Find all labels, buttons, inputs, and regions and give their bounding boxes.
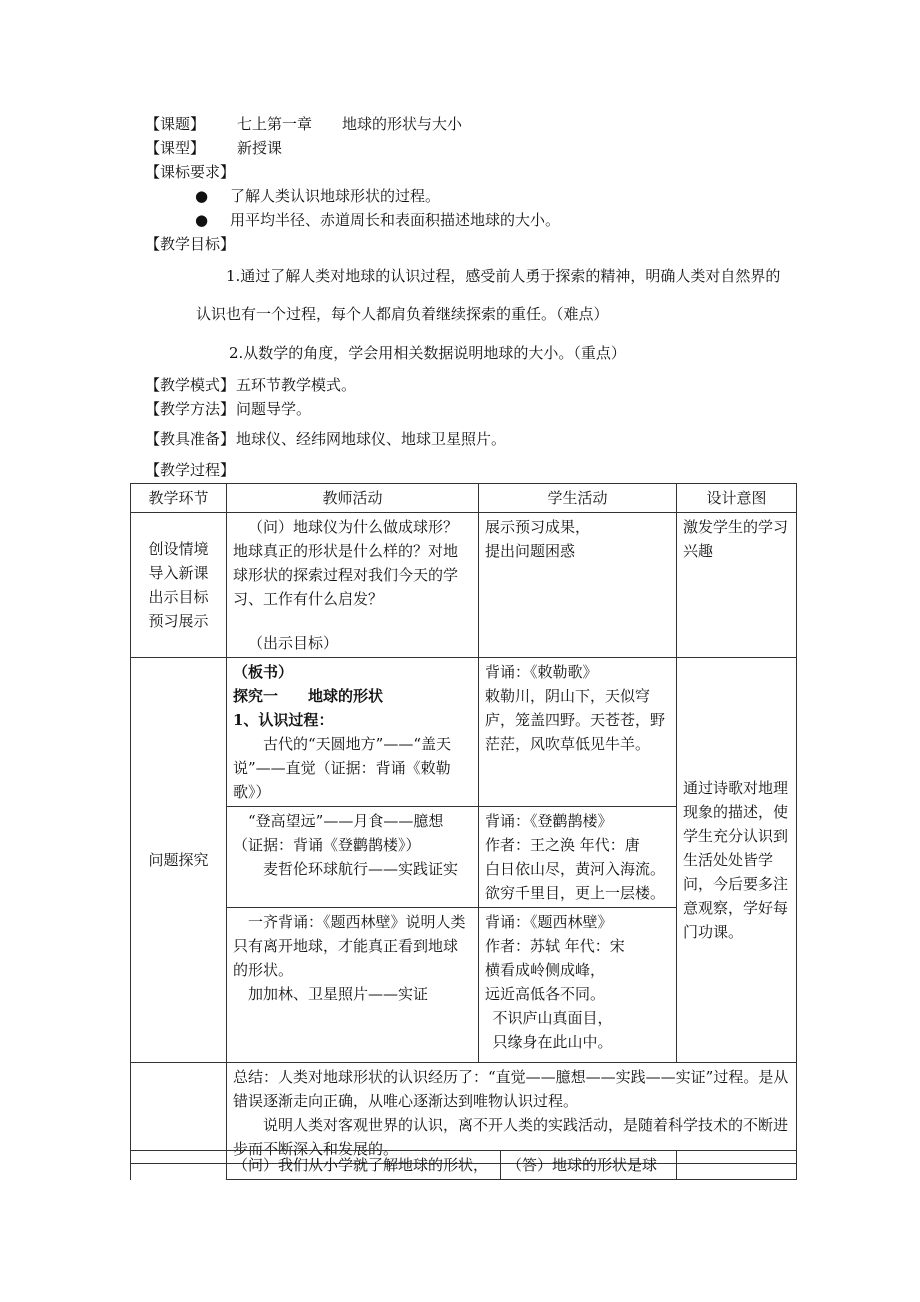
- summary-text: 说明人类对客观世界的认识，离不开人类的实践活动，是随着科学技术的不断进步而不断深入和发展的。: [233, 1116, 789, 1158]
- student-cell: （答）地球的形状是球: [501, 1151, 677, 1180]
- student-text: 欲穷千里目，更上一层楼。: [485, 884, 666, 902]
- summary-text: 总结：人类对地球形状的认识经历了：“直觉——臆想——实践——实证”过程。是从错误逐渐走向正确，从唯心逐渐达到唯物认识过程。: [233, 1068, 789, 1110]
- student-cell: [479, 513, 677, 658]
- teacher-cell: [227, 908, 479, 1063]
- student-text: 敕勒川，阴山下，天似穹庐，笼盖四野。天苍苍，野茫茫，风吹草低见牛羊。: [485, 687, 666, 753]
- goal-1: 1.通过了解人类对地球的认识过程，感受前人勇于探索的精神，明确人类对自然界的认识也有一个过程，每个人都肩负着继续探索的重任。（难点）: [196, 267, 781, 323]
- student-text: 白日依山尽，黄河入海流。: [485, 860, 666, 878]
- tools: 地球仪、经纬网地球仪、地球卫星照片。: [236, 430, 507, 448]
- section-subtitle: 1、认识过程：: [233, 711, 334, 729]
- student-text: 只缘身在此山中。: [492, 1033, 613, 1051]
- intent-cell: 激发学生的学习兴趣: [677, 513, 797, 658]
- tools-label: 【教具准备】: [145, 430, 236, 448]
- student-cell: [479, 807, 677, 908]
- teacher-text: 古代的“天圆地方”——“盖天说”——直觉（证据：背诵《敕勒歌》）: [233, 735, 452, 801]
- standard-label: 【课标要求】: [145, 163, 236, 181]
- type-label: 【课型】: [145, 139, 206, 157]
- stage-line: 预习展示: [148, 612, 209, 630]
- teacher-cell: [227, 513, 479, 658]
- table-header-row: [131, 484, 797, 513]
- bullet-icon: ●: [195, 211, 209, 229]
- teacher-text: （问）地球仪为什么做成球形？地球真正的形状是什么样的？对地球形状的探索过程对我们今天的学习、工作有什么启发？: [233, 518, 459, 608]
- mode-label: 【教学模式】: [145, 376, 236, 394]
- table-row: [131, 1151, 797, 1180]
- student-text: 不识庐山真面目，: [492, 1009, 613, 1027]
- stage-cell: 问题探究: [131, 658, 227, 1063]
- teacher-text: 麦哲伦环球航行——实践证实: [263, 860, 459, 878]
- student-text: 背诵：《敕勒歌》: [485, 663, 598, 681]
- method: 问题导学。: [236, 400, 312, 418]
- teacher-text: （出示目标）: [248, 634, 339, 652]
- student-cell: [479, 658, 677, 807]
- teacher-cell: （问）我们从小学就了解地球的形状，: [227, 1151, 501, 1180]
- topic: 七上第一章 地球的形状与大小: [237, 115, 463, 133]
- stage-cell: [131, 1151, 227, 1180]
- student-text: 作者：苏轼 年代：宋: [485, 937, 625, 955]
- method-label: 【教学方法】: [145, 400, 236, 418]
- standard-1: 了解人类认识地球形状的过程。: [230, 187, 441, 205]
- header-student: 学生活动: [479, 484, 677, 513]
- table-row: [131, 513, 797, 658]
- teacher-text: “登高望远”——月食——臆想（证据：背诵《登鹳鹊楼》）: [233, 812, 444, 854]
- teacher-cell: [227, 807, 479, 908]
- bullet-icon: ●: [195, 187, 209, 205]
- student-text: 远近高低各不同。: [485, 985, 606, 1003]
- student-text: 横看成岭侧成峰，: [485, 961, 606, 979]
- header-teacher: 教师活动: [227, 484, 479, 513]
- header-intent: 设计意图: [677, 484, 797, 513]
- process-table: [130, 483, 797, 1164]
- board-label: （板书）: [233, 663, 294, 681]
- intent-cell: 通过诗歌对地理现象的描述，使学生充分认识到生活处处皆学问，今后要多注意观察，学好每门功课。: [677, 658, 797, 1063]
- topic-label: 【课题】: [145, 115, 206, 133]
- mode: 五环节教学模式。: [236, 376, 357, 394]
- header-stage: 教学环节: [131, 484, 227, 513]
- stage-line: 创设情境: [148, 540, 209, 558]
- summary-cell: [227, 1063, 797, 1164]
- stage-cell: [131, 513, 227, 658]
- stage-cell: [131, 1063, 227, 1164]
- table-row: [131, 658, 797, 807]
- goals-label: 【教学目标】: [145, 235, 236, 253]
- teacher-cell: [227, 658, 479, 807]
- stage-line: 出示目标: [148, 588, 209, 606]
- student-text: 作者：王之涣 年代：唐: [485, 836, 640, 854]
- student-cell: [479, 908, 677, 1063]
- section-title: 探究一 地球的形状: [233, 687, 384, 705]
- intent-cell: [677, 1151, 797, 1180]
- stage-line: 导入新课: [148, 564, 209, 582]
- type: 新授课: [237, 139, 283, 157]
- student-text: 展示预习成果，: [485, 518, 591, 536]
- summary-row: [131, 1063, 797, 1164]
- standard-2: 用平均半径、赤道周长和表面积描述地球的大小。: [230, 211, 561, 229]
- teacher-text: 一齐背诵：《题西林壁》说明人类只有离开地球，才能真正看到地球的形状。: [233, 913, 466, 979]
- student-text: 提出问题困惑: [485, 542, 576, 560]
- goal-2: 2.从数学的角度，学会用相关数据说明地球的大小。（重点）: [229, 344, 626, 362]
- teacher-text: 加加林、卫星照片——实证: [248, 985, 429, 1003]
- process-table-continued: [130, 1150, 797, 1180]
- student-text: 背诵：《题西林壁》: [485, 913, 613, 931]
- process-label: 【教学过程】: [145, 461, 236, 479]
- student-text: 背诵：《登鹳鹊楼》: [485, 812, 613, 830]
